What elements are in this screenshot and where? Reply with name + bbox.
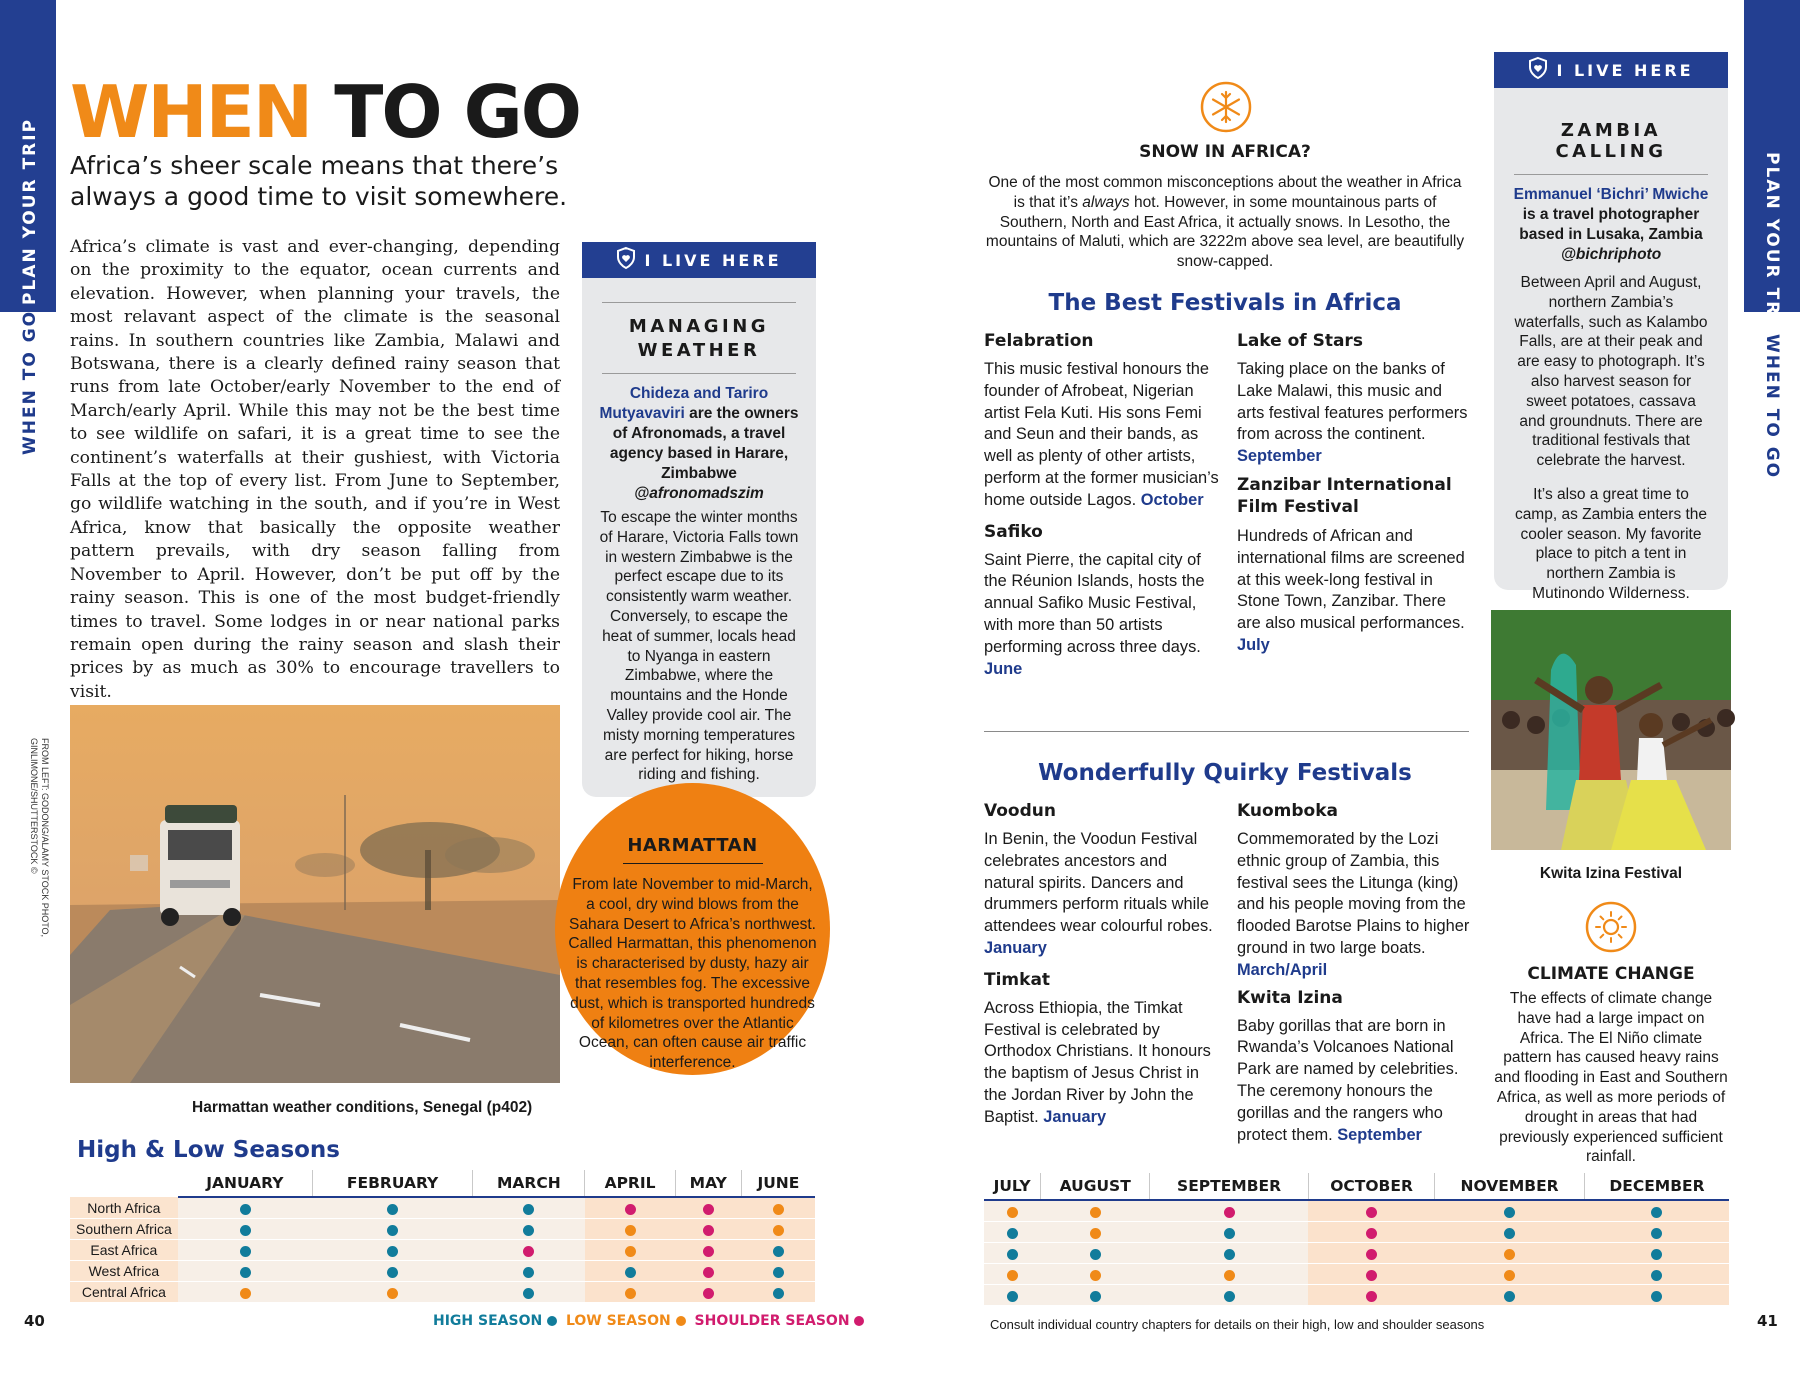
season-dot-low	[1007, 1228, 1018, 1239]
month-header: OCTOBER	[1308, 1173, 1434, 1200]
season-dot-low	[523, 1288, 534, 1299]
title-part2: TO GO	[334, 70, 580, 154]
left-section-label: WHEN TO GO	[20, 309, 40, 455]
festival-desc-text: Hundreds of African and international films are screened at this week-long festival in Stone Town, Zanzibar. There are also musical performances.	[1237, 526, 1465, 633]
right-section-label: WHEN TO GO	[1762, 334, 1782, 480]
box2-body-1: Between April and August, northern Zambia’s waterfalls, such as Kalambo Falls, are at their peak and are easy to photograph. It’s also harvest season for sweet potatoes, cassava and groundnuts. There are traditional festivals that celebrate the harvest.	[1514, 274, 1708, 470]
festival-photo-caption: Kwita Izina Festival	[1539, 865, 1683, 882]
season-dot-high	[1504, 1270, 1515, 1281]
festival-month: March/April	[1237, 960, 1328, 979]
month-header: DECEMBER	[1584, 1173, 1729, 1200]
season-dot-low	[1504, 1207, 1515, 1218]
season-cell	[741, 1219, 815, 1240]
page-title	[70, 70, 580, 154]
season-dot-low	[625, 1267, 636, 1278]
season-cell	[585, 1240, 675, 1261]
season-dot-shoulder	[703, 1225, 714, 1236]
festival-name: Felabration	[984, 331, 1094, 351]
season-cell	[1308, 1200, 1434, 1222]
season-cell	[741, 1197, 815, 1219]
festival-name: Kwita Izina	[1237, 987, 1343, 1008]
season-cell	[1150, 1243, 1309, 1264]
season-cell	[1041, 1200, 1150, 1222]
best-festivals-col-1	[984, 331, 1219, 680]
season-cell	[675, 1282, 741, 1303]
box1-body: To escape the winter months of Harare, Victoria Falls town in western Zimbabwe is the perfect escape due to its consistently warm weather. Conversely, to escape the heat of summer, locals head to Nyanga in eastern Zimbabwe, where the mountains and the Honde Valley provide cool air. The misty morning temperatures are perfect for hiking, horse riding and fishing.	[599, 509, 799, 784]
season-cell	[1308, 1222, 1434, 1243]
season-cell	[585, 1282, 675, 1303]
region-label: North Africa	[70, 1197, 178, 1219]
box1-rule-top	[602, 302, 796, 303]
senegal-road-image	[70, 705, 560, 1083]
box1-person-rest: are the owners of Afronomads, a travel agency based in Harare, Zimbabwe	[609, 405, 799, 482]
season-cell	[1308, 1264, 1434, 1285]
festival-desc	[1237, 526, 1472, 657]
festival-name: Timkat	[984, 969, 1051, 990]
season-cell	[312, 1197, 472, 1219]
page-subtitle: Africa’s sheer scale means that there’s always a good time to visit somewhere.	[70, 151, 568, 211]
season-dot-high	[1224, 1270, 1235, 1281]
season-cell	[1584, 1285, 1729, 1306]
season-cell	[1150, 1264, 1309, 1285]
season-dot-low	[1651, 1228, 1662, 1239]
season-cell	[1041, 1264, 1150, 1285]
festival-month: October	[1140, 490, 1204, 509]
month-header: MARCH	[473, 1170, 585, 1197]
season-dot-shoulder	[523, 1246, 534, 1257]
season-cell	[585, 1261, 675, 1282]
festival-desc-text: This music festival honours the founder of Afrobeat, Nigerian artist Fela Kuti. His sons Femi and Seun and their bands, as well as plenty of other artists, perform at the former musician’s home outside Lagos.	[984, 360, 1219, 509]
quirky-festivals-title: Wonderfully Quirky Festivals	[1038, 760, 1412, 786]
seasons-footnote: Consult individual country chapters for details on their high, low and shoulder seasons	[990, 1317, 1485, 1332]
season-cell	[473, 1261, 585, 1282]
festival-desc	[1237, 829, 1477, 982]
season-dot-shoulder	[1366, 1291, 1377, 1302]
season-cell	[312, 1282, 472, 1303]
snow-body	[985, 173, 1465, 272]
season-dot-high	[387, 1288, 398, 1299]
box1-title: MANAGING WEATHER	[628, 316, 770, 361]
season-cell	[1150, 1200, 1309, 1222]
box2-lead	[1506, 185, 1716, 265]
title-part1: WHEN	[70, 70, 312, 154]
season-dot-low	[773, 1288, 784, 1299]
season-cell	[1150, 1222, 1309, 1243]
live-here-box-2	[1494, 52, 1728, 602]
season-dot-high	[625, 1225, 636, 1236]
season-dot-low	[387, 1204, 398, 1215]
seasons-title: High & Low Seasons	[77, 1137, 340, 1163]
season-cell	[473, 1240, 585, 1261]
festival-desc	[984, 829, 1219, 960]
season-cell	[1435, 1243, 1585, 1264]
season-dot-high	[1007, 1207, 1018, 1218]
season-cell	[1584, 1200, 1729, 1222]
season-cell	[178, 1261, 313, 1282]
season-dot-low	[1504, 1291, 1515, 1302]
season-dot-high	[240, 1288, 251, 1299]
season-row	[70, 1282, 815, 1303]
season-dot-high	[1090, 1270, 1101, 1281]
season-cell	[1435, 1285, 1585, 1306]
season-legend	[433, 1313, 864, 1329]
shield-heart-icon	[1528, 57, 1548, 83]
festival-month: July	[1237, 635, 1270, 654]
season-cell	[984, 1285, 1041, 1306]
snow-body-em: always	[1082, 193, 1130, 211]
harmattan-body: From late November to mid-March, a cool, dry wind blows from the Sahara Desert to Africa’s northwest. Called Harmattan, this phenomenon is characterised by dusty, hazy air that resembles fog. The excessive dust, which is transported hundreds of kilometres over the Atlantic Ocean, can often cause air traffic interference.	[568, 876, 817, 1072]
season-row	[984, 1243, 1729, 1264]
season-cell	[741, 1240, 815, 1261]
region-label: West Africa	[70, 1261, 178, 1282]
season-row	[70, 1219, 815, 1240]
month-header: SEPTEMBER	[1150, 1173, 1309, 1200]
season-cell	[675, 1240, 741, 1261]
season-cell	[178, 1240, 313, 1261]
season-dot-high	[1504, 1249, 1515, 1260]
festival-name: Kuomboka	[1237, 801, 1338, 821]
page-number-left: 40	[24, 1312, 45, 1330]
best-festivals-title: The Best Festivals in Africa	[1048, 290, 1402, 316]
season-cell	[741, 1261, 815, 1282]
live-here-badge-1	[582, 242, 816, 278]
season-row	[70, 1240, 815, 1261]
month-header: APRIL	[585, 1170, 675, 1197]
season-dot-low	[240, 1246, 251, 1257]
legend-shoulder-label: SHOULDER SEASON	[694, 1313, 850, 1329]
season-dot-high	[1007, 1270, 1018, 1281]
festival-name: Voodun	[984, 801, 1056, 821]
legend-low-label: HIGH SEASON	[433, 1313, 543, 1329]
region-label: Southern Africa	[70, 1219, 178, 1240]
season-dot-low	[523, 1204, 534, 1215]
season-dot-high	[1090, 1228, 1101, 1239]
season-dot-high	[1090, 1207, 1101, 1218]
festival-name: Zanzibar International Film Festival	[1237, 474, 1452, 517]
festival-desc	[1237, 1016, 1477, 1147]
season-cell	[473, 1197, 585, 1219]
festival-desc	[1237, 359, 1472, 468]
festival-desc	[984, 359, 1219, 512]
section-divider	[984, 731, 1469, 732]
season-dot-shoulder	[1366, 1249, 1377, 1260]
month-header: JULY	[984, 1173, 1041, 1200]
festival-month: September	[1337, 1125, 1422, 1144]
legend-high-dot	[676, 1316, 686, 1326]
page-number-right: 41	[1757, 1312, 1778, 1330]
month-header: AUGUST	[1041, 1173, 1150, 1200]
season-dot-low	[387, 1225, 398, 1236]
season-dot-high	[773, 1204, 784, 1215]
season-dot-low	[387, 1267, 398, 1278]
season-dot-shoulder	[703, 1267, 714, 1278]
season-cell	[178, 1219, 313, 1240]
season-cell	[675, 1197, 741, 1219]
festival-desc-text: Saint Pierre, the capital city of the Réunion Islands, hosts the annual Safiko Music Festival, with more than 50 artists performing across three days.	[984, 550, 1205, 656]
season-cell	[1041, 1285, 1150, 1306]
season-cell	[1584, 1264, 1729, 1285]
season-row	[984, 1285, 1729, 1306]
season-dot-low	[1651, 1249, 1662, 1260]
left-tab-label: PLAN YOUR TRIP	[20, 117, 40, 305]
harmattan-title: HARMATTAN	[627, 835, 758, 856]
season-dot-low	[523, 1225, 534, 1236]
season-dot-low	[1651, 1291, 1662, 1302]
festival-dancers-image	[1491, 610, 1731, 850]
season-dot-low	[387, 1246, 398, 1257]
season-dot-shoulder	[1224, 1207, 1235, 1218]
season-cell	[178, 1282, 313, 1303]
harmattan-rule	[623, 863, 763, 864]
snowflake-icon	[1199, 80, 1253, 139]
festival-name: Lake of Stars	[1237, 331, 1363, 351]
region-label: East Africa	[70, 1240, 178, 1261]
box2-rule	[1514, 174, 1708, 175]
live-here-box-1	[582, 242, 816, 797]
quirky-festivals-col-1	[984, 801, 1219, 1129]
box1-rule-bottom	[602, 373, 796, 374]
season-dot-low	[523, 1267, 534, 1278]
photo-caption: Harmattan weather conditions, Senegal (p402)	[192, 1099, 533, 1116]
season-cell	[1041, 1222, 1150, 1243]
festival-desc-text: In Benin, the Voodun Festival celebrates ancestors and natural spirits. Dancers and drummers perform rituals while attendees wear colourful robes.	[984, 830, 1213, 936]
intro-paragraph: Africa’s climate is vast and ever-changing, depending on the proximity to the equator, ocean currents and elevation. However, when planning your travels, the most relavant aspect of the climate is the seasonal rains. In southern countries like Zambia, Malawi and Botswana, there is a clearly defined rainy season that runs from late October/early November to the end of March/early April. While this may not be the best time to see wildlife on safari, it is a great time to see the continent’s waterfalls at their gushiest, with Victoria Falls at the top of every list. From June to September, go wildlife watching in the south, and if you’re in West Africa, know that basically the opposite weather pattern prevails, with dry season falling from November to April. However, don’t be put off by the rainy season. This is one of the most budget-friendly times to travel. Some lodges in or near national parks remain open during the rainy season and slash their prices by as much as 30% to encourage travellers to visit.	[70, 237, 560, 702]
season-dot-low	[1224, 1291, 1235, 1302]
season-dot-high	[625, 1288, 636, 1299]
box1-handle: @afronomadszim	[634, 485, 764, 502]
best-festivals-col-2	[1237, 331, 1472, 657]
festival-month: September	[1237, 447, 1322, 466]
box2-title: ZAMBIA CALLING	[1555, 120, 1667, 162]
shield-heart-icon	[616, 247, 636, 273]
season-cell	[741, 1282, 815, 1303]
season-dot-low	[1090, 1291, 1101, 1302]
season-cell	[473, 1282, 585, 1303]
season-cell	[984, 1222, 1041, 1243]
season-dot-shoulder	[703, 1288, 714, 1299]
season-cell	[312, 1240, 472, 1261]
season-dot-high	[773, 1225, 784, 1236]
harmattan-photo	[70, 705, 560, 1083]
festival-desc-text: Commemorated by the Lozi ethnic group of Zambia, this festival sees the Litunga (king) and his people moving from the flooded Barotse Plains to higher ground in two large boats.	[1237, 830, 1470, 957]
season-dot-low	[773, 1246, 784, 1257]
season-row	[984, 1200, 1729, 1222]
season-cell	[312, 1261, 472, 1282]
live-here-badge-2	[1494, 52, 1728, 88]
legend-shoulder-dot	[854, 1316, 864, 1326]
climate-body: The effects of climate change have had a large impact on Africa. The El Niño climate pattern has caused heavy rains and flooding in East and Southern Africa, as well as more periods of drought in areas that had previously experienced sufficient rainfall.	[1494, 990, 1728, 1166]
live-here-label-2: I LIVE HERE	[1556, 60, 1694, 80]
season-row	[70, 1197, 815, 1219]
festival-month: June	[984, 659, 1023, 678]
festival-desc	[984, 550, 1219, 681]
climate-title: CLIMATE CHANGE	[1527, 964, 1695, 984]
box2-body-2: It’s also a great time to camp, as Zambia enters the cooler season. My favorite place to pitch a tent in northern Zambia is Mutinondo Wilderness.	[1514, 485, 1708, 602]
season-cell	[312, 1219, 472, 1240]
season-cell	[1041, 1243, 1150, 1264]
season-cell	[1435, 1200, 1585, 1222]
seasons-table-left	[70, 1170, 815, 1303]
season-dot-low	[240, 1204, 251, 1215]
box1-person-names: Chideza and Tariro Mutyavaviri	[599, 385, 769, 422]
season-dot-low	[1090, 1249, 1101, 1260]
festival-name: Safiko	[984, 521, 1043, 542]
festival-desc-text: Taking place on the banks of Lake Malawi, this music and arts festival features performers from across the continent.	[1237, 360, 1468, 444]
season-dot-low	[773, 1267, 784, 1278]
season-dot-low	[1651, 1207, 1662, 1218]
festival-desc-text: Baby gorillas that are born in Rwanda’s Volcanoes National Park are named by celebrities. The ceremony honours the gorillas and the rangers who protect them.	[1237, 1016, 1459, 1144]
season-dot-low	[1007, 1291, 1018, 1302]
season-row	[984, 1264, 1729, 1285]
snow-body-1: One of the most common misconceptions about the weather in Africa is that it’s	[988, 174, 1462, 211]
month-header: FEBRUARY	[312, 1170, 472, 1197]
season-cell	[1584, 1222, 1729, 1243]
season-dot-low	[1504, 1228, 1515, 1239]
festival-desc	[984, 998, 1219, 1129]
seasons-table-right	[984, 1173, 1729, 1306]
season-cell	[675, 1261, 741, 1282]
season-dot-shoulder	[703, 1246, 714, 1257]
season-cell	[1435, 1222, 1585, 1243]
season-dot-high	[625, 1246, 636, 1257]
right-tab-label: PLAN YOUR TRIP	[1762, 152, 1782, 340]
season-cell	[675, 1219, 741, 1240]
live-here-label-1: I LIVE HERE	[644, 250, 782, 270]
legend-low-dot	[547, 1316, 557, 1326]
harmattan-callout	[555, 783, 830, 1075]
season-dot-shoulder	[1366, 1207, 1377, 1218]
sun-icon	[1584, 900, 1638, 959]
season-dot-low	[1651, 1270, 1662, 1281]
legend-high-label: LOW SEASON	[565, 1313, 671, 1329]
season-dot-low	[1007, 1249, 1018, 1260]
season-cell	[585, 1197, 675, 1219]
month-header: JUNE	[741, 1170, 815, 1197]
season-cell	[984, 1264, 1041, 1285]
month-header: JANUARY	[178, 1170, 313, 1197]
month-header: MAY	[675, 1170, 741, 1197]
festival-month: January	[1043, 1107, 1107, 1126]
season-cell	[473, 1219, 585, 1240]
season-dot-low	[240, 1225, 251, 1236]
region-label: Central Africa	[70, 1282, 178, 1303]
season-dot-shoulder	[625, 1204, 636, 1215]
season-cell	[984, 1243, 1041, 1264]
season-cell	[1308, 1285, 1434, 1306]
festival-desc-text: Across Ethiopia, the Timkat Festival is celebrated by Orthodox Christians. It honours the baptism of Jesus Christ in the Jordan River by John the Baptist.	[984, 998, 1211, 1126]
snow-title: SNOW IN AFRICA?	[1139, 142, 1311, 162]
kwita-izina-photo	[1491, 610, 1731, 850]
quirky-festivals-col-2	[1237, 801, 1477, 1146]
season-row	[984, 1222, 1729, 1243]
season-cell	[1584, 1243, 1729, 1264]
box2-person-names: Emmanuel ‘Bichri’ Mwiche	[1513, 186, 1709, 203]
box2-handle: @bichriphoto	[1560, 246, 1662, 263]
season-dot-shoulder	[703, 1204, 714, 1215]
box1-lead	[596, 384, 802, 504]
festival-month: January	[984, 938, 1047, 957]
season-dot-low	[1224, 1228, 1235, 1239]
season-dot-low	[1224, 1249, 1235, 1260]
season-cell	[984, 1200, 1041, 1222]
season-dot-shoulder	[1366, 1228, 1377, 1239]
snow-body-2: hot. However, in some mountainous parts of Southern, North and East Africa, it actually snows. In Lesotho, the mountains of Maluti, which are 3222m above sea level, are beautifully snow-capped.	[985, 193, 1465, 271]
season-cell	[1308, 1243, 1434, 1264]
season-dot-shoulder	[1366, 1270, 1377, 1281]
month-header: NOVEMBER	[1435, 1173, 1585, 1200]
season-dot-low	[240, 1267, 251, 1278]
photo-credit: FROM LEFT: GODONG/ALAMY STOCK PHOTO, GINLIMONE/SHUTTERSTOCK ©	[29, 738, 50, 938]
season-cell	[178, 1197, 313, 1219]
season-row	[70, 1261, 815, 1282]
season-cell	[585, 1219, 675, 1240]
season-cell	[1150, 1285, 1309, 1306]
season-cell	[1435, 1264, 1585, 1285]
box2-person-rest: is a travel photographer based in Lusaka, Zambia	[1519, 206, 1703, 243]
